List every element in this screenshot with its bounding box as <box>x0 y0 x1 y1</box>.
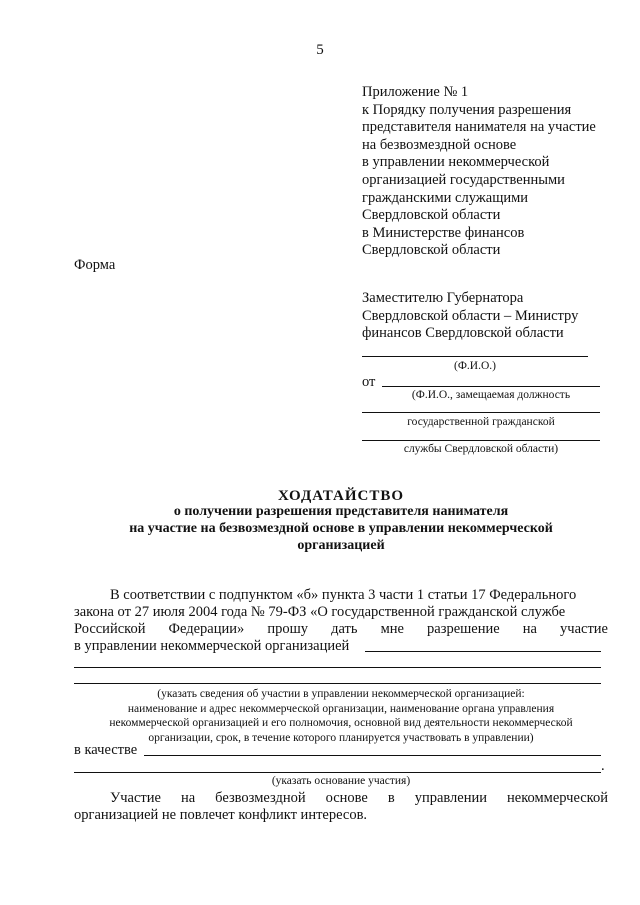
document-title: ХОДАТАЙСТВО <box>277 488 405 504</box>
fio-blank-line[interactable] <box>362 356 588 357</box>
appendix-line: Приложение № 1 <box>362 84 469 100</box>
appendix-line: гражданскими служащими <box>362 189 529 206</box>
from-caption-2: государственной гражданской <box>407 416 555 428</box>
addressee-line: Свердловской области – Министру <box>362 307 579 324</box>
paragraph-line-2: закона от 27 июля 2004 года № 79-ФЗ «О государственной гражданской службе <box>74 604 566 620</box>
organization-blank-line[interactable] <box>365 651 601 652</box>
details-blank-line-1[interactable] <box>74 667 601 668</box>
details-instructions <box>74 687 608 745</box>
note-line: некоммерческой организацией и его полномочия, основной вид деятельности некоммерческой <box>109 717 573 729</box>
appendix-line: Свердловской области <box>362 242 501 259</box>
details-blank-line-2[interactable] <box>74 683 601 684</box>
from-caption-3: службы Свердловской области) <box>403 443 559 455</box>
page-number: 5 <box>316 42 324 58</box>
note-line: организации, срок, в течение которого планируется участвовать в управлении) <box>148 731 534 744</box>
capacity-blank-line[interactable] <box>144 755 601 756</box>
note-line: (указать сведения об участии в управлении некоммерческой организацией: <box>157 688 525 700</box>
appendix-reference <box>362 84 596 260</box>
paragraph-line-3: Российской Федерации» прошу дать мне разрешение на участие <box>74 621 608 637</box>
fio-caption: (Ф.И.О.) <box>454 360 496 372</box>
capacity-label: в качестве <box>74 742 138 758</box>
position-blank-line[interactable] <box>362 412 600 413</box>
appendix-line: представителя нанимателя на участие <box>362 119 596 136</box>
appendix-line: Свердловской области <box>362 207 501 224</box>
appendix-line: к Порядку получения разрешения <box>362 101 572 118</box>
subtitle-line: о получении разрешения представителя нанимателя <box>173 504 509 519</box>
appendix-line: в управлении некоммерческой <box>362 154 550 171</box>
appendix-line: в Министерстве финансов <box>362 224 525 241</box>
subtitle-line: организацией <box>297 538 385 553</box>
final-paragraph-line-2: организацией не повлечет конфликт интересов. <box>74 807 368 823</box>
document-subtitle <box>74 503 608 554</box>
basis-blank-line[interactable] <box>74 772 601 773</box>
appendix-line: организацией государственными <box>362 171 565 188</box>
from-blank-line[interactable] <box>382 386 600 387</box>
appendix-line: на безвозмездной основе <box>362 136 517 153</box>
from-caption-1: (Ф.И.О., замещаемая должность <box>411 389 571 401</box>
final-paragraph-line-1: Участие на безвозмездной основе в управлении некоммерческой <box>110 790 608 806</box>
subtitle-line: на участие на безвозмездной основе в управлении некоммерческой <box>129 521 553 536</box>
basis-caption: (указать основание участия) <box>271 775 411 787</box>
paragraph-line-4: в управлении некоммерческой организацией <box>74 638 350 654</box>
addressee-line: Заместителю Губернатора <box>362 290 524 306</box>
service-blank-line[interactable] <box>362 440 600 441</box>
period: . <box>601 758 605 774</box>
addressee-block <box>362 290 578 343</box>
paragraph-line-1: В соответствии с подпунктом «б» пункта 3 части 1 статьи 17 Федерального <box>110 587 577 603</box>
form-label: Форма <box>74 257 116 273</box>
from-label: от <box>362 374 376 390</box>
note-line: наименование и адрес некоммерческой организации, наименование органа управления <box>127 702 555 715</box>
addressee-line: финансов Свердловской области <box>362 325 564 342</box>
